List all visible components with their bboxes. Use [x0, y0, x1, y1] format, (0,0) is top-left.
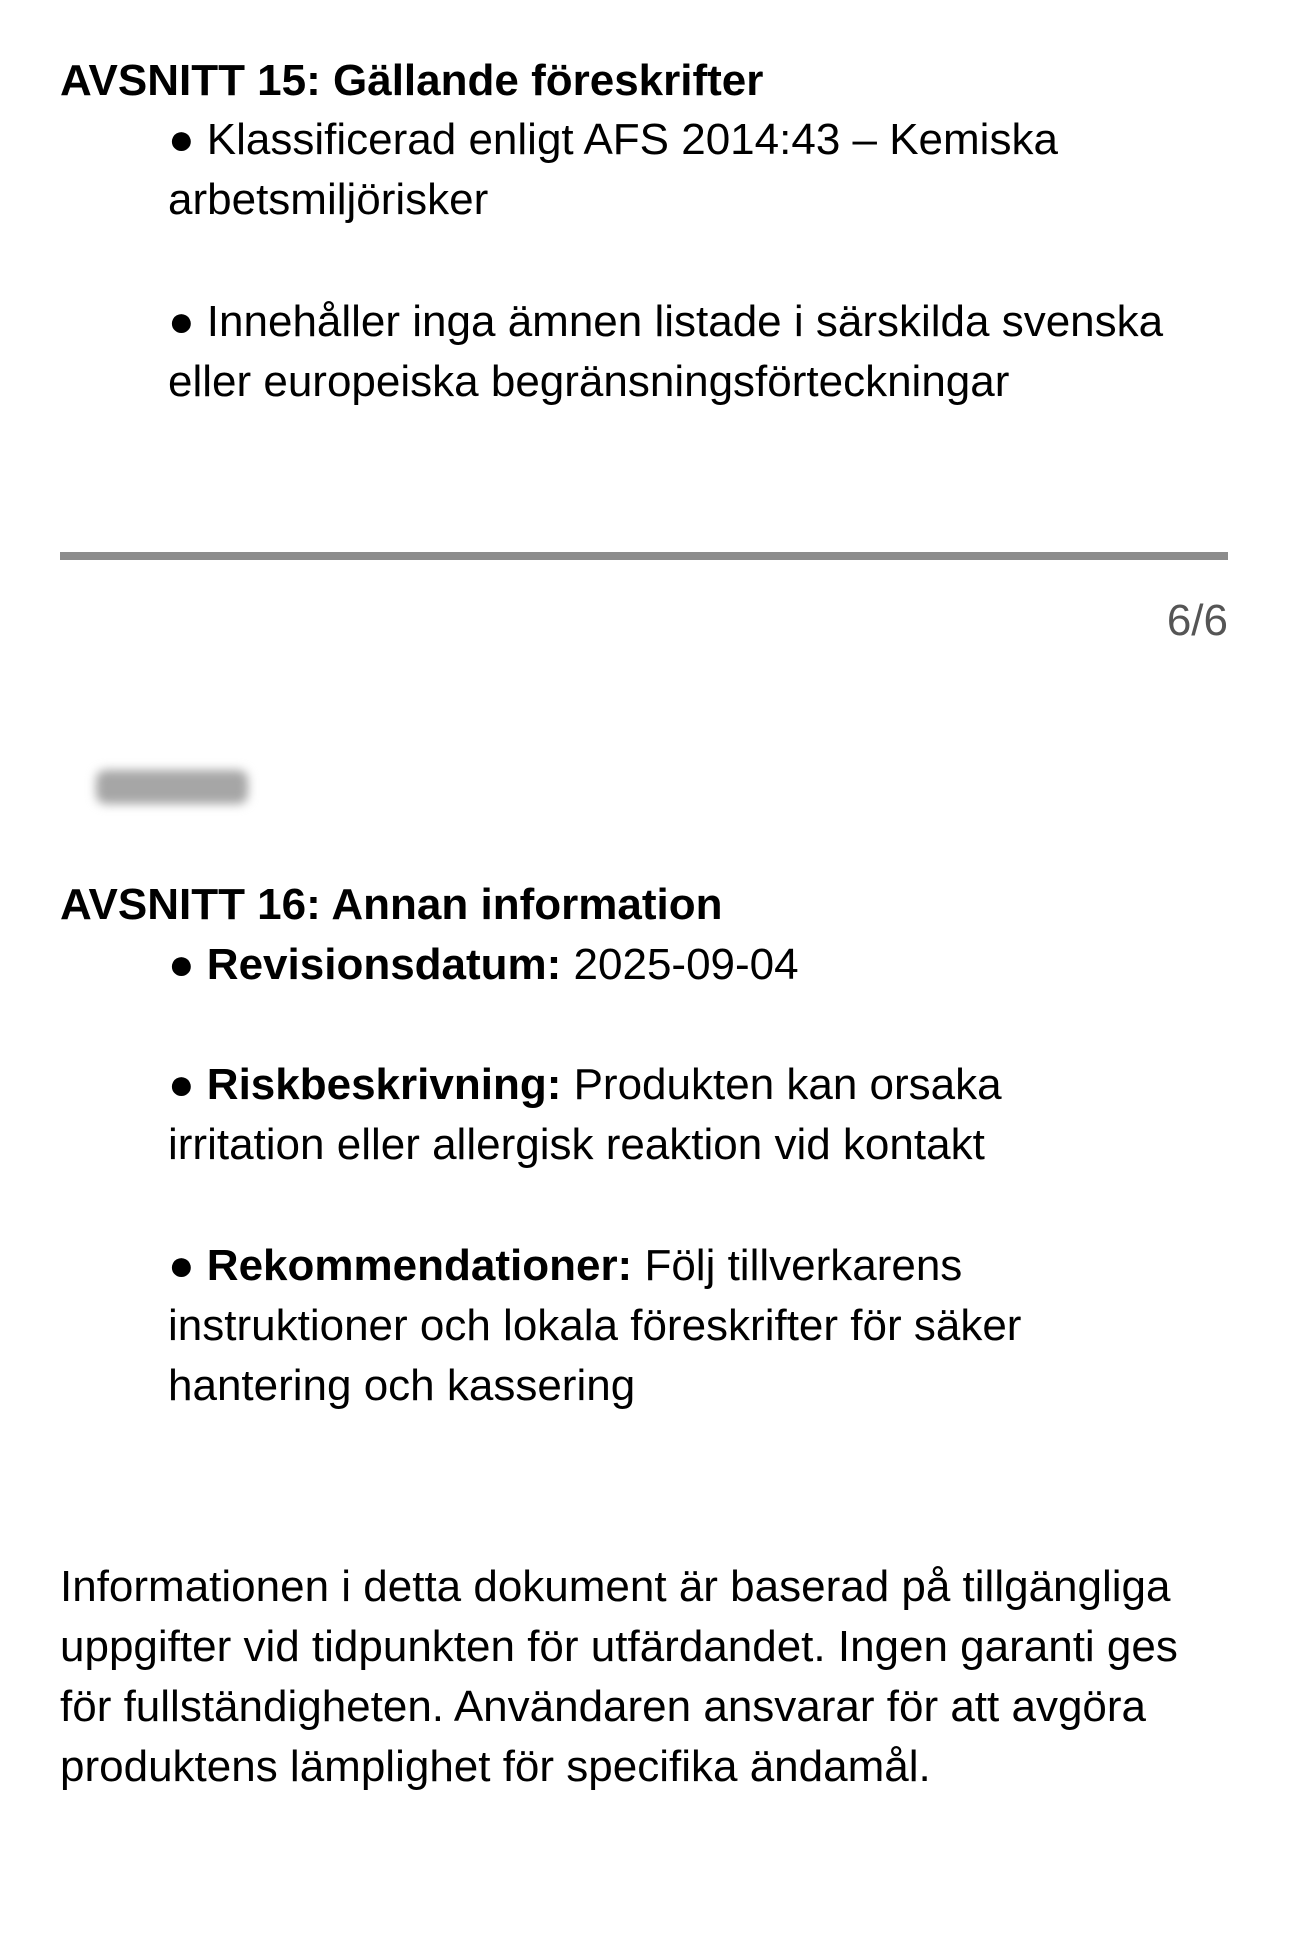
disclaimer-paragraph: Informationen i detta dokument är baserad på tillgängliga uppgifter vid tidpunkten för utfärdandet. Ingen garanti ges för fullständigheten. Användaren ansvarar för att avgöra produktens lämplighet för specifika ändamål.: [60, 1562, 1178, 1791]
section-15-heading: AVSNITT 15: Gällande föreskrifter: [60, 56, 764, 105]
section-16-bullet-risk-description: [168, 1055, 1168, 1175]
risk-description-value: Produkten kan orsaka irritation eller allergisk reaktion vid kontakt: [168, 1060, 1002, 1169]
revision-date-label: ● Revisionsdatum:: [168, 940, 562, 989]
section-16-bullet-recommendations: [168, 1236, 1168, 1416]
section-16-heading: AVSNITT 16: Annan information: [60, 880, 723, 929]
page-divider: [60, 552, 1228, 560]
section-16-bullet-revision-date: [168, 935, 1168, 995]
revision-date-value: 2025-09-04: [561, 940, 799, 989]
risk-description-label: ● Riskbeskrivning:: [168, 1060, 562, 1109]
section-15-bullet-restrictions: ● Innehåller inga ämnen listade i särskilda svenska eller europeiska begränsningsförteckningar: [168, 297, 1164, 406]
redacted-block: [96, 770, 248, 804]
recommendations-value: Följ tillverkarens instruktioner och lokala föreskrifter för säker hantering och kassering: [168, 1241, 1022, 1410]
section-15-bullet-classification: ● Klassificerad enligt AFS 2014:43 – Kemiska arbetsmiljörisker: [168, 115, 1058, 224]
recommendations-label: ● Rekommendationer:: [168, 1241, 633, 1290]
page-number: 6/6: [1166, 596, 1228, 645]
